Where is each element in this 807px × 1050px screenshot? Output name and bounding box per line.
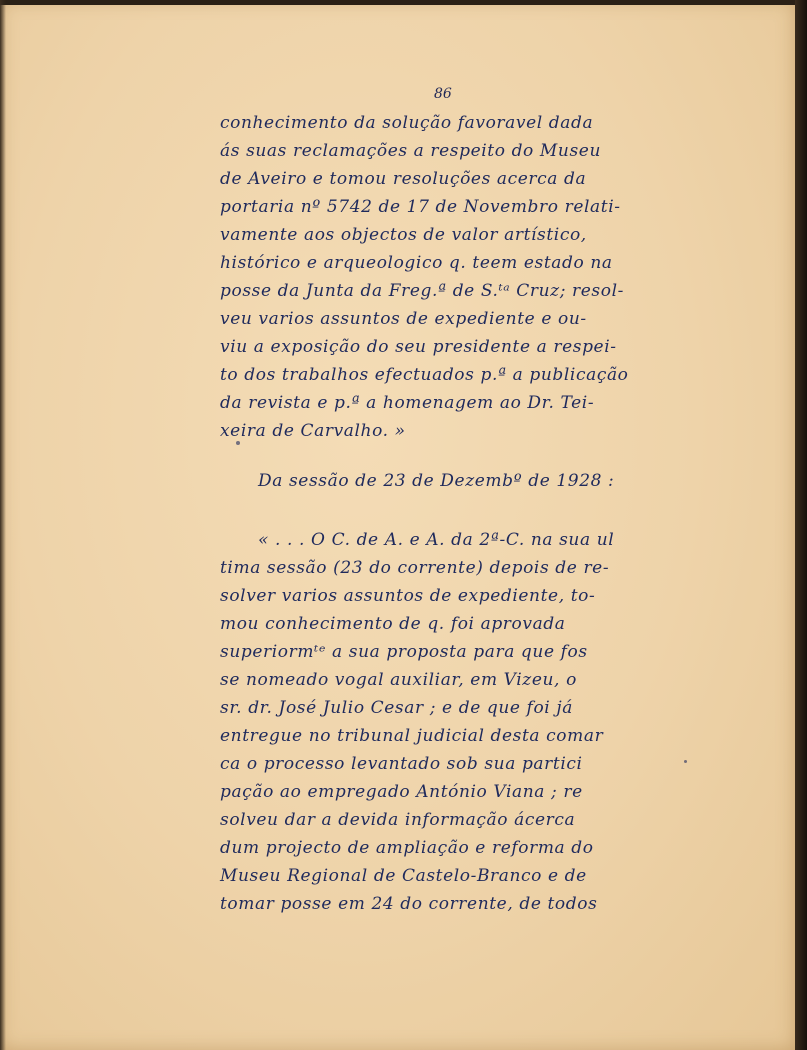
text-line-27: tomar posse em 24 do corrente, de todos xyxy=(220,894,598,914)
text-line-8: veu varios assuntos de expediente e ou- xyxy=(220,309,587,329)
text-line-7: posse da Junta da Freg.ª de S.ᵗᵃ Cruz; resol- xyxy=(220,281,624,301)
text-line-15: tima sessão (23 do corrente) depois de re- xyxy=(220,558,610,578)
text-line-12: xeira de Carvalho. » xyxy=(220,421,406,441)
text-line-18: superiormᵗᵉ a sua proposta para que fos xyxy=(220,642,588,662)
text-line-20: sr. dr. José Julio Cesar ; e de que foi já xyxy=(220,698,573,718)
text-line-21: entregue no tribunal judicial desta comar xyxy=(220,726,604,746)
text-line-4: portaria nº 5742 de 17 de Novembro relati- xyxy=(220,197,621,217)
session-heading: Da sessão de 23 de Dezembº de 1928 : xyxy=(258,471,615,491)
text-line-11: da revista e p.ª a homenagem ao Dr. Tei- xyxy=(220,393,595,413)
text-line-10: to dos trabalhos efectuados p.ª a publicação xyxy=(220,365,629,385)
text-line-22: ca o processo levantado sob sua partici xyxy=(220,754,583,774)
text-line-26: Museu Regional de Castelo-Branco e de xyxy=(220,866,587,886)
ink-spot xyxy=(684,760,687,763)
ink-spot xyxy=(236,441,240,445)
text-line-6: histórico e arqueologico q. teem estado na xyxy=(220,253,613,273)
page-number: 86 xyxy=(434,86,452,102)
text-line-2: ás suas reclamações a respeito do Museu xyxy=(220,141,601,161)
text-line-1: conhecimento da solução favoravel dada xyxy=(220,113,594,133)
text-line-24: solveu dar a devida informação ácerca xyxy=(220,810,576,830)
text-line-3: de Aveiro e tomou resoluções acerca da xyxy=(220,169,587,189)
text-line-9: viu a exposição do seu presidente a respei- xyxy=(220,337,617,357)
text-line-17: mou conhecimento de q. foi aprovada xyxy=(220,614,566,634)
text-line-14: « . . . O C. de A. e A. da 2ª-C. na sua ul xyxy=(258,530,615,550)
text-line-5: vamente aos objectos de valor artístico, xyxy=(220,225,587,245)
text-line-23: pação ao empregado António Viana ; re xyxy=(220,782,583,802)
scan-border-right xyxy=(795,0,807,1050)
text-line-19: se nomeado vogal auxiliar, em Vizeu, o xyxy=(220,670,577,690)
text-line-25: dum projecto de ampliação e reforma do xyxy=(220,838,594,858)
text-line-16: solver varios assuntos de expediente, to- xyxy=(220,586,596,606)
